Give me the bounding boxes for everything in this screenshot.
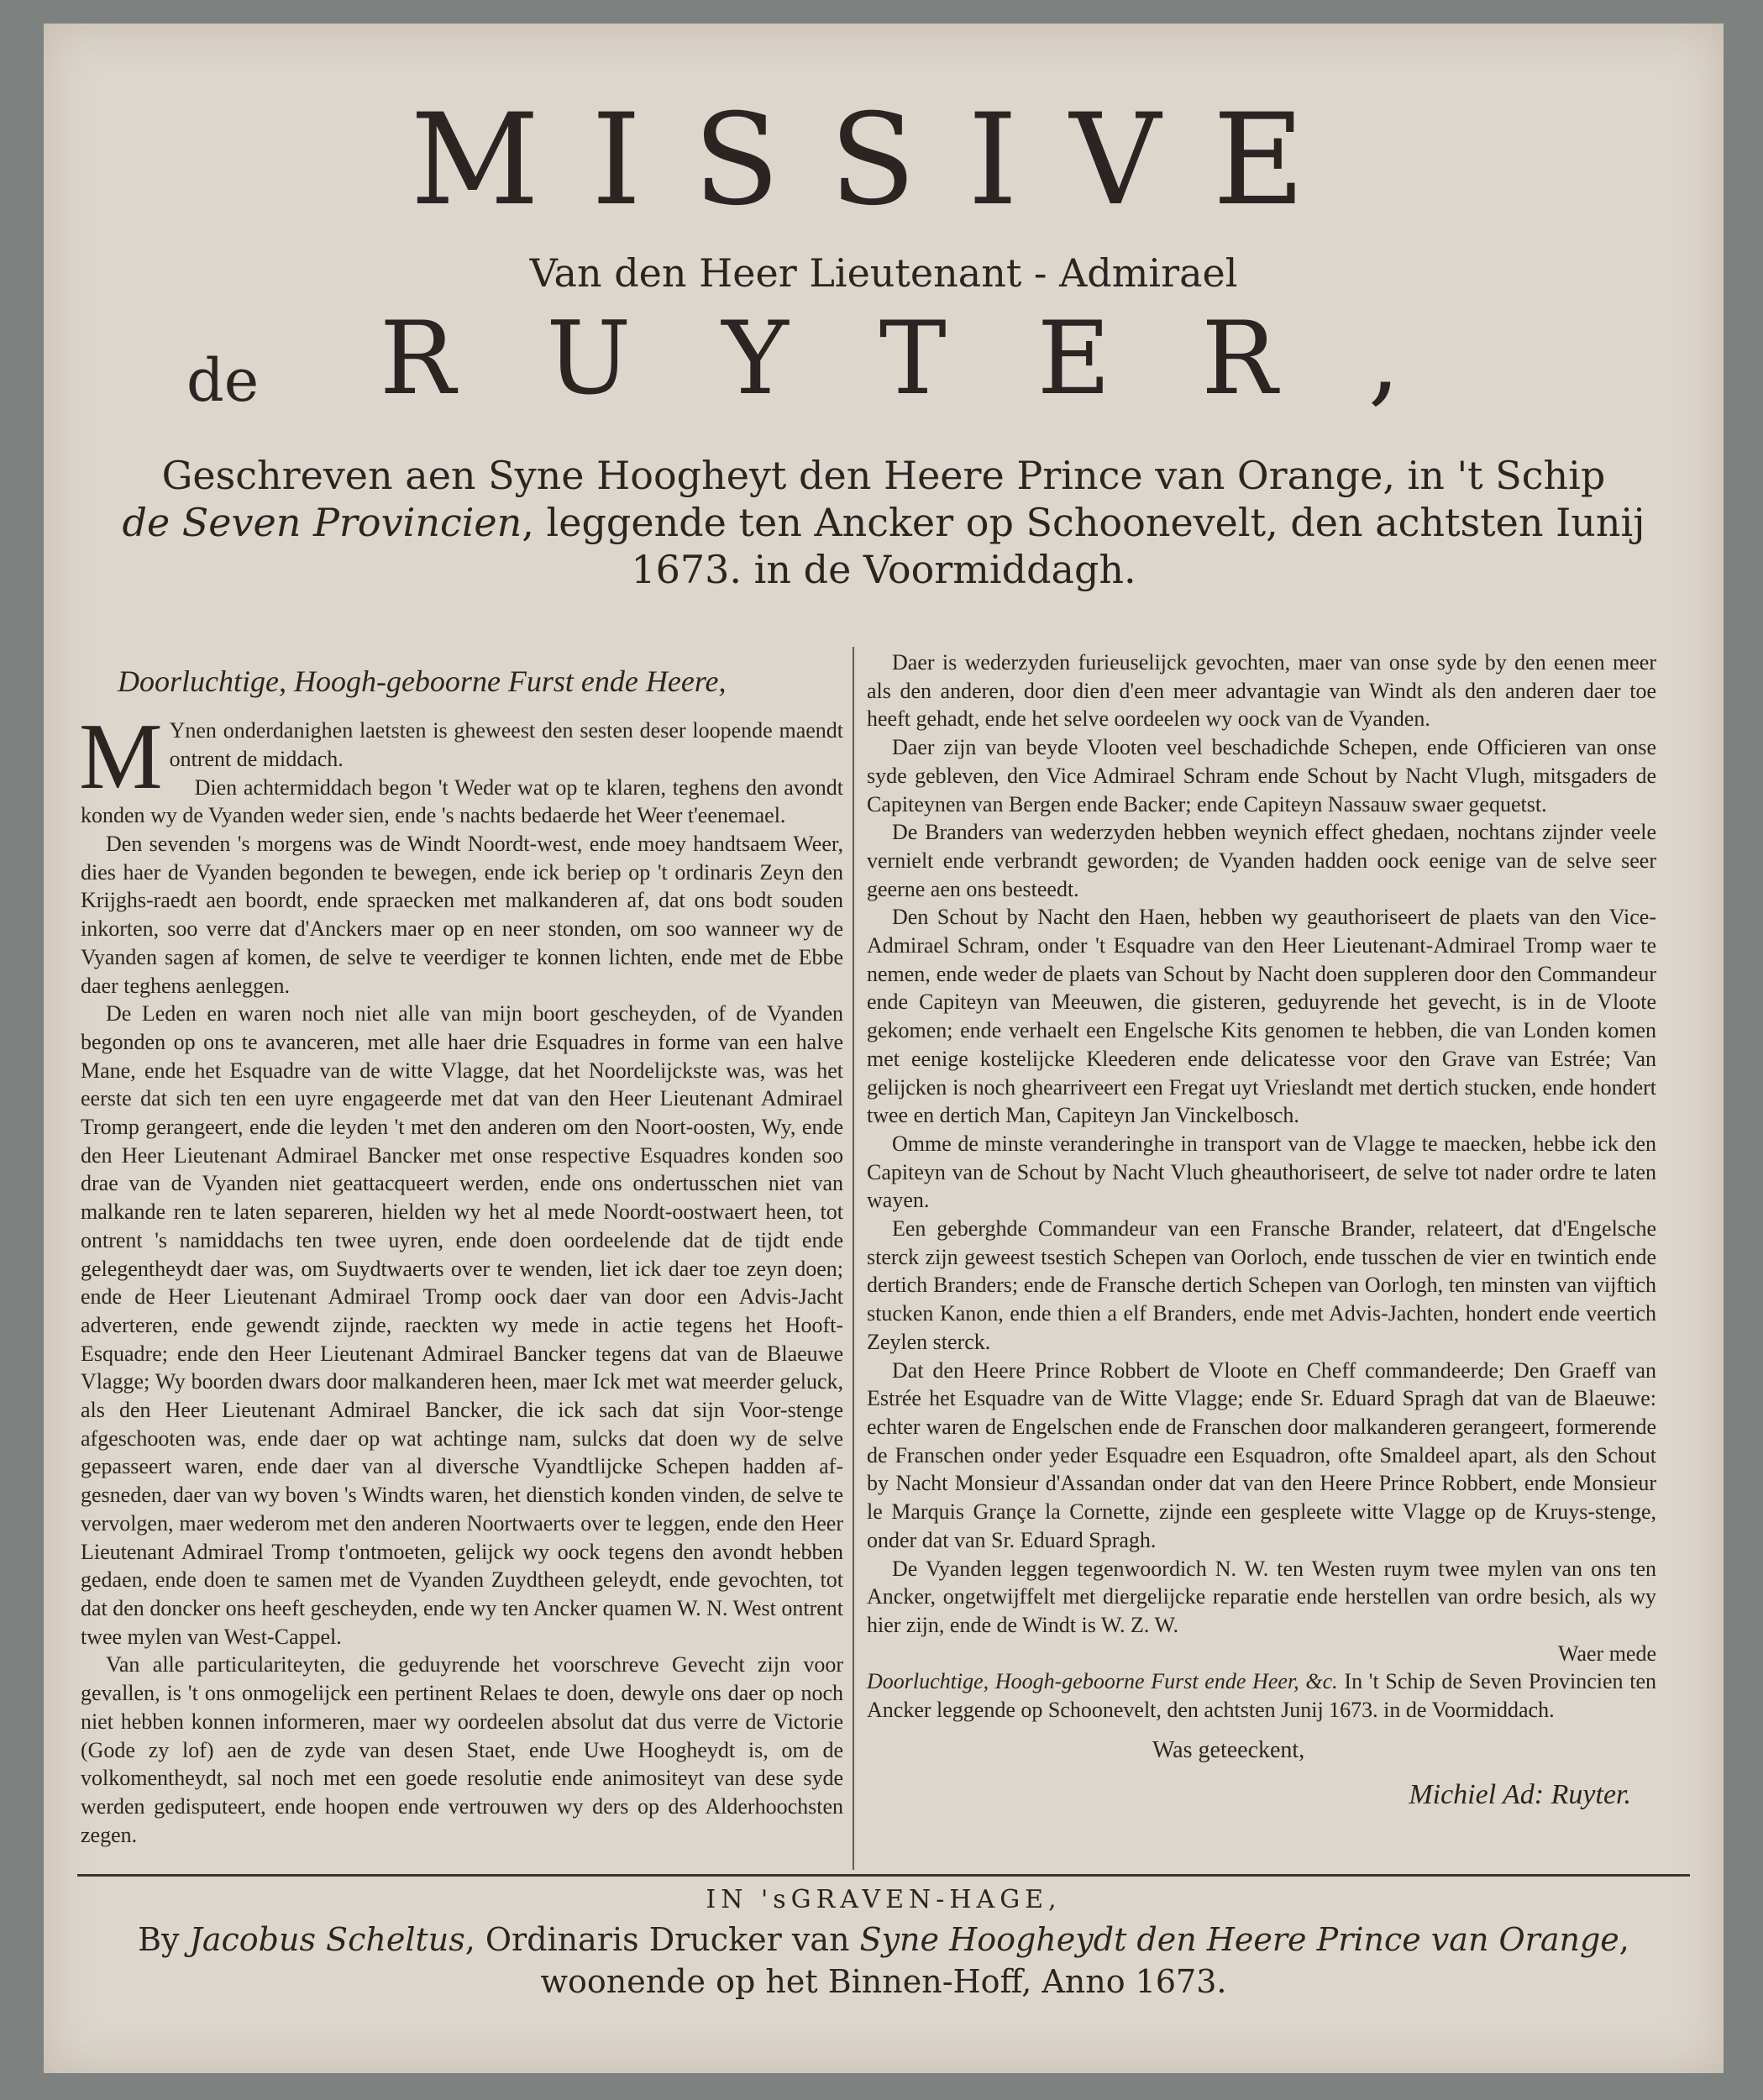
paragraph: De Branders van wederzyden hebben weynich effect ghedaen, nochtans zijnder veele vernielt ende verbrandt geworden; de Vyanden hadden oock eenige van de selve seer geerne aen ons besteedt. xyxy=(867,820,1656,901)
paragraph-text: Ynen onderdanighen laetsten is gheweest den sesten deser loopende maendt ontrent de middach. xyxy=(169,718,843,771)
signed-label: Was geteeckent, xyxy=(1152,1736,1305,1763)
closing-lead: Waer mede xyxy=(1558,1641,1656,1666)
broadside-sheet xyxy=(44,24,1724,2073)
paragraph: Daer is wederzyden furieuselijck gevochten, maer van onse syde by den eenen meer als den anderen, door dien d'een meer advantagie van Windt als den anderen daer toe heeft gehadt, ende het selve oordeelen wy oock van de Vyanden. xyxy=(867,650,1656,732)
closing-paragraph xyxy=(867,1667,1656,1724)
imprint-printer-line xyxy=(44,1920,1724,1961)
name-prefix: de xyxy=(186,346,260,415)
paragraph: Den Schout by Nacht den Haen, hebben wy geauthoriseert de plaets van den Vice-Admirael Schram, onder 't Esquadre van den Heer Lieutenant-Admirael Tromp waer te nemen, ende weder de plaets van Schout by Nacht doen suppleren door den Commandeur ende Capiteyn van Meeuwen, die gisteren, geduyrende het gevecht, is in de Vloote gekomen; ende verhaelt een Engelsche Kits genomen te hebben, die van Londen komen met eenige kostelijcke Kleederen ende delicatesse voor den Grave van Estrée; Van gelijcken is noch ghearriveert een Fregat uyt Vrieslandt met dertich stucken, ende hondert twee en dertich Man, Capiteyn Jan Vinckelbosch. xyxy=(867,905,1656,1128)
paragraph: De Vyanden leggen tegenwoordich N. W. ten Westen ruym twee mylen van ons ten Ancker, ongetwijffelt met diergelijcke reparatie ende herstellen van ordre besich, als wy hier zijn, ende de Windt is W. Z. W. xyxy=(867,1556,1656,1637)
document-title: MISSIVE xyxy=(410,87,1357,234)
paragraph: Een geberghde Commandeur van een Fransche Brander, relateert, dat d'Engelsche sterck zijn geweest tsestich Schepen van Oorloch, ende tusschen de vier en twintich ende dertich Branders; ende de Fransche dertich Schepen van Oorlogh, ten minsten van vijftich stucken Kanon, ende thien a elf Branders, ende met Advis-Jachten, hondert ende veertich Zeylen sterck. xyxy=(867,1216,1656,1354)
imprint-patron: Syne Hoogheydt den Heere Prince van Orange xyxy=(859,1921,1619,1958)
address-line-3: 1673. in de Voormiddagh. xyxy=(631,547,1136,593)
paragraph: Daer zijn van beyde Vlooten veel beschadichde Schepen, ende Officieren van onse syde gebleven, den Vice Admirael Schram ende Schout by Nacht Vlugh, mitsgaders de Capiteynen van Bergen ende Backer; ende Capiteyn Nassauw swaer gequetst. xyxy=(867,735,1656,816)
paragraph: Den sevenden 's morgens was de Windt Noordt-west, ende moey handtsaem Weer, dies haer de Vyanden begonden te bewegen, ende ick beriep op 't ordinaris Zeyn den Krijghs-raedt aen boordt, ende spraecken met malkanderen af, dat ons bodt souden inkorten, soo verre dat d'Anckers maer op en neer stonden, om soo wanneer wy de Vyanden sagen af komen, de selve te veerdiger te konnen lichten, ende met de Ebbe daer teghens aenleggen. xyxy=(81,832,843,998)
author-name-heading: RUYTER, xyxy=(380,301,1491,417)
left-column xyxy=(81,645,843,1849)
address-line-2-rest: , leggende ten Ancker op Schoonevelt, den achtsten Iunij xyxy=(522,500,1645,546)
address-line-1: Geschreven aen Syne Hoogheyt den Heere Prince van Orange, in 't Schip xyxy=(161,453,1606,498)
signature: Michiel Ad: Ruyter. xyxy=(1409,1779,1631,1811)
paragraph: Van alle particulariteyten, die geduyrende het voorschreve Gevecht zijn voor gevallen, is 't ons onmogelijck een pertinent Relaes te doen, dewyle ons daer op noch niet hebben konnen informeren, maer wy oordeelen absolut dat dus verre de Victorie (Gode zy lof) aen de zyde van desen Staet, ende Uwe Hoogheydt is, om de volkomentheydt, sal noch met een goede resolutie ende animositeyt van dese syde werden gedisputeert, ende hoopen ende vertrouwen wy ders op des Alderhoochsten zegen. xyxy=(81,1652,843,1847)
address-block xyxy=(94,452,1673,593)
imprint-address: woonende op het Binnen-Hoff, Anno 1673. xyxy=(540,1963,1227,2000)
column-divider xyxy=(853,647,854,1870)
imprint-by: By xyxy=(138,1921,180,1958)
right-column xyxy=(867,648,1656,1809)
imprint-place: IN 'sGRAVEN-HAGE, xyxy=(706,1885,1062,1914)
salutation: Doorluchtige, Hoogh-geboorne Furst ende Heere, xyxy=(118,664,727,698)
paragraph: Omme de minste veranderinghe in transport van de Vlagge te maecken, hebbe ick den Capiteyn van de Schout by Nacht Vluch gheauthoriseert, de selve tot nader ordre te laten wayen. xyxy=(867,1131,1656,1213)
address-line-2 xyxy=(94,499,1673,546)
paragraph: Dat den Heere Prince Robbert de Vloote en Cheff commandeerde; Den Graeff van Estrée het Esquadre van de Witte Vlagge; ende Sr. Eduard Spragh dat van de Blaeuwe: echter waren de Engelschen ende de Franschen door malkanderen gerangeert, formerende de Franschen onder yeder Esquadre een Esquadron, ofte Smaldeel apart, als den Schout by Nacht Monsieur d'Assandan onder dat van den Heere Prince Robbert, ende Monsieur le Marquis Grançe la Cornette, zijnde een gespleete witte Vlagge op de Kruys-stenge, onder dat van Sr. Eduard Spragh. xyxy=(867,1357,1656,1552)
paragraph: De Leden en waren noch niet alle van mijn boort gescheyden, of de Vyanden begonden op ons te avanceren, met alle haer drie Esquadres in forme van een halve Mane, ende het Esquadre van de witte Vlagge, dat het Noordelijckste was, was het eerste dat sich ten een uyre engageerde met dat van den Heer Lieutenant Admirael Tromp gerangeert, ende die leyden 't met den anderen om den Noort-oosten, Wy, ende den Heer Lieutenant Admirael Bancker met onse respective Esquadres konden soo drae van de Vyanden niet geattacqueert werden, ende ons ondertusschen niet van malkande ren te laten separeren, hielden wy het al mede Noordt-oostwaert heen, tot ontrent 's namiddachs ten twee uyren, ende doen oordeelende dat de tijdt ende gelegentheydt daer was, om Suydtwaerts over te wenden, liet ick daer toe zeyn doen; ende de Heer Lieutenant Admirael Tromp oock daer van door een Advis-Jacht adverteren, ende gewendt zijnde, raeckten wy mede in actie tegens het Hooft-Esquadre; ende den Heer Lieutenant Admirael Bancker tegens dat van de Blaeuwe Vlagge; Wy boorden dwars door malkanderen heen, maer Ick met wat meerder geluck, als den Heer Lieutenant Admirael Bancker, die ick sach dat sijn Voor-stenge afgeschooten was, ende daer op wat achtinge nam, sulcks dat doen wy de selve gepasseert waren, ende daer van al diversche Vyandtlijcke Schepen hadden af-gesneden, daer van wy boven 's Windts waren, het dienstich konden vinden, de selve te vervolgen, maer wederom met den anderen Noortwaerts over te leggen, ende den Heer Lieutenant Admirael Tromp t'ontmoeten, gelijck wy oock tegens den avondt hebben gedaen, ende doen te samen met de Vyanden Zuydtheen geleydt, ende gevochten, tot dat den doncker ons heeft gescheyden, ende wy ten Ancker quamen W. N. West ontrent twee mylen van West-Cappel. xyxy=(81,1001,843,1649)
imprint-mid: , Ordinaris Drucker van xyxy=(464,1921,850,1958)
imprint-end: , xyxy=(1619,1921,1629,1958)
ship-name: de Seven Provincien xyxy=(122,500,522,546)
imprint-rule xyxy=(77,1874,1690,1877)
closing-salutation: Doorluchtige, Hoogh-geboorne Furst ende Heer, &c. xyxy=(867,1669,1338,1694)
document-subtitle: Van den Heer Lieutenant - Admirael xyxy=(529,250,1238,296)
drop-cap: M xyxy=(79,705,163,810)
paragraph: Dien achtermiddach begon 't Weder wat op te klaren, teghens den avondt konden wy de Vyanden weder sien, ende 's nachts bedaerde het Weer t'eenemael. xyxy=(81,774,843,828)
printer-name: Jacobus Scheltus xyxy=(189,1921,465,1958)
closing-text: In 't Schip de Seven Provincien ten Ancker leggende op Schoonevelt, den achtsten Junij 1673. in de Voormiddach. xyxy=(867,1669,1657,1723)
